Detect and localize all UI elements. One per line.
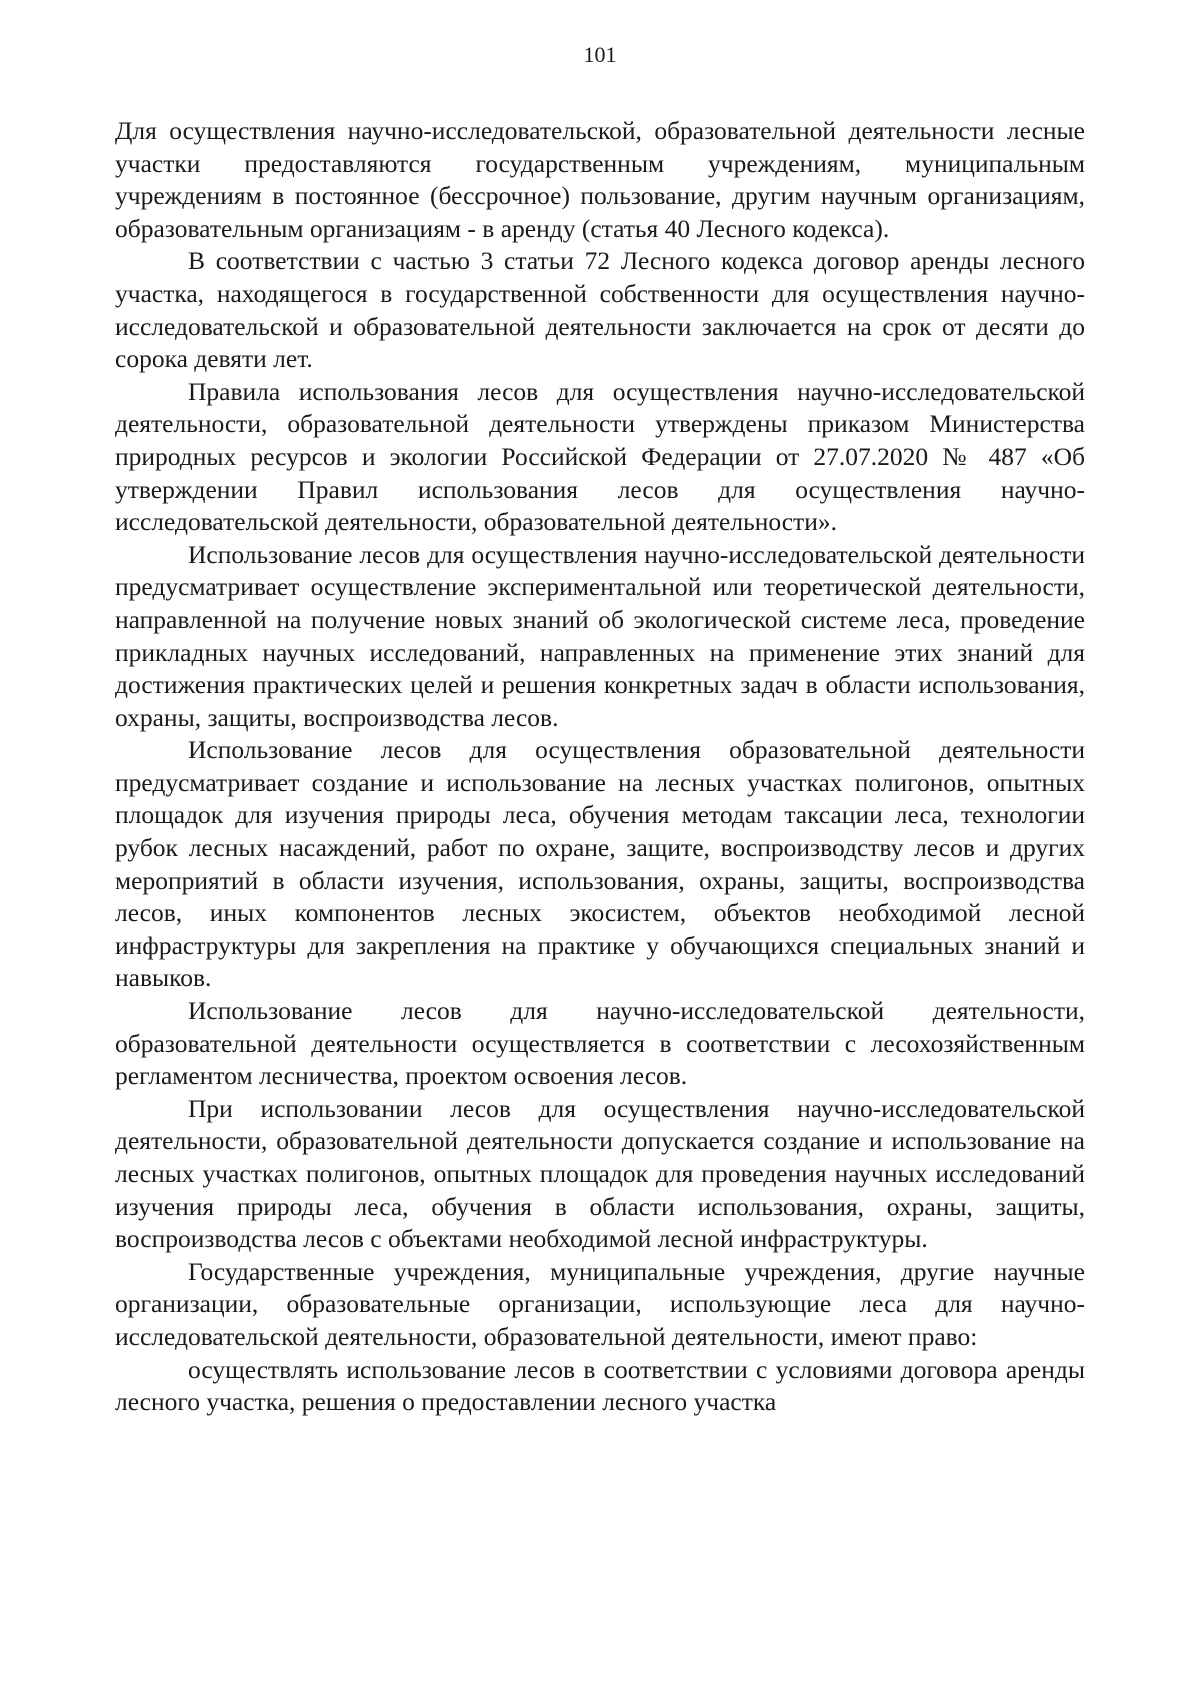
page-number: 101	[583, 42, 617, 67]
paragraph-9: осуществлять использование лесов в соответствии с условиями договора аренды лесного участка, решения о предоставлении лесного участка	[115, 1354, 1085, 1417]
paragraph-7: При использовании лесов для осуществления научно-исследовательской деятельности, образовательной деятельности допускается создание и использование на лесных участках полигонов, опытных площадок для проведения научных исследований изучения природы леса, обучения в области использования, охраны, защиты, воспроизводства лесов с объектами необходимой лесной инфраструктуры.	[115, 1093, 1085, 1254]
paragraph-8: Государственные учреждения, муниципальные учреждения, другие научные организации, образовательные организации, использующие леса для научно-исследовательской деятельности, образовательной деятельности, имеют право:	[115, 1256, 1085, 1351]
paragraph-3: Правила использования лесов для осуществления научно-исследовательской деятельности, образовательной деятельности утверждены приказом Министерства природных ресурсов и экологии Российской Федерации от 27.07.2020 № 487 «Об утверждении Правил использования лесов для осуществления научно-исследовательской деятельности, образовательной деятельности».	[115, 376, 1085, 537]
document-body	[115, 115, 1085, 1419]
paragraph-5: Использование лесов для осуществления образовательной деятельности предусматривает создание и использование на лесных участках полигонов, опытных площадок для изучения природы леса, обучения методам таксации леса, технологии рубок лесных насаждений, работ по охране, защите, воспроизводству лесов и других мероприятий в области изучения, использования, охраны, защиты, воспроизводства лесов, иных компонентов лесных экосистем, объектов необходимой лесной инфраструктуры для закрепления на практике у обучающихся специальных знаний и навыков.	[115, 735, 1085, 993]
paragraph-4: Использование лесов для осуществления научно-исследовательской деятельности предусматривает осуществление экспериментальной или теоретической деятельности, направленной на получение новых знаний об экологической системе леса, проведение прикладных научных исследований, направленных на применение этих знаний для достижения практических целей и решения конкретных задач в области использования, охраны, защиты, воспроизводства лесов.	[115, 539, 1085, 732]
paragraph-1: Для осуществления научно-исследовательской, образовательной деятельности лесные участки предоставляются государственным учреждениям, муниципальным учреждениям в постоянное (бессрочное) пользование, другим научным организациям, образовательным организациям - в аренду (статья 40 Лесного кодекса).	[115, 116, 1085, 243]
paragraph-6: Использование лесов для научно-исследовательской деятельности, образовательной деятельности осуществляется в соответствии с лесохозяйственным регламентом лесничества, проектом освоения лесов.	[115, 996, 1085, 1091]
paragraph-2: В соответствии с частью 3 статьи 72 Лесного кодекса договор аренды лесного участка, находящегося в государственной собственности для осуществления научно-исследовательской и образовательной деятельности заключается на срок от десяти до сорока девяти лет.	[115, 246, 1085, 374]
